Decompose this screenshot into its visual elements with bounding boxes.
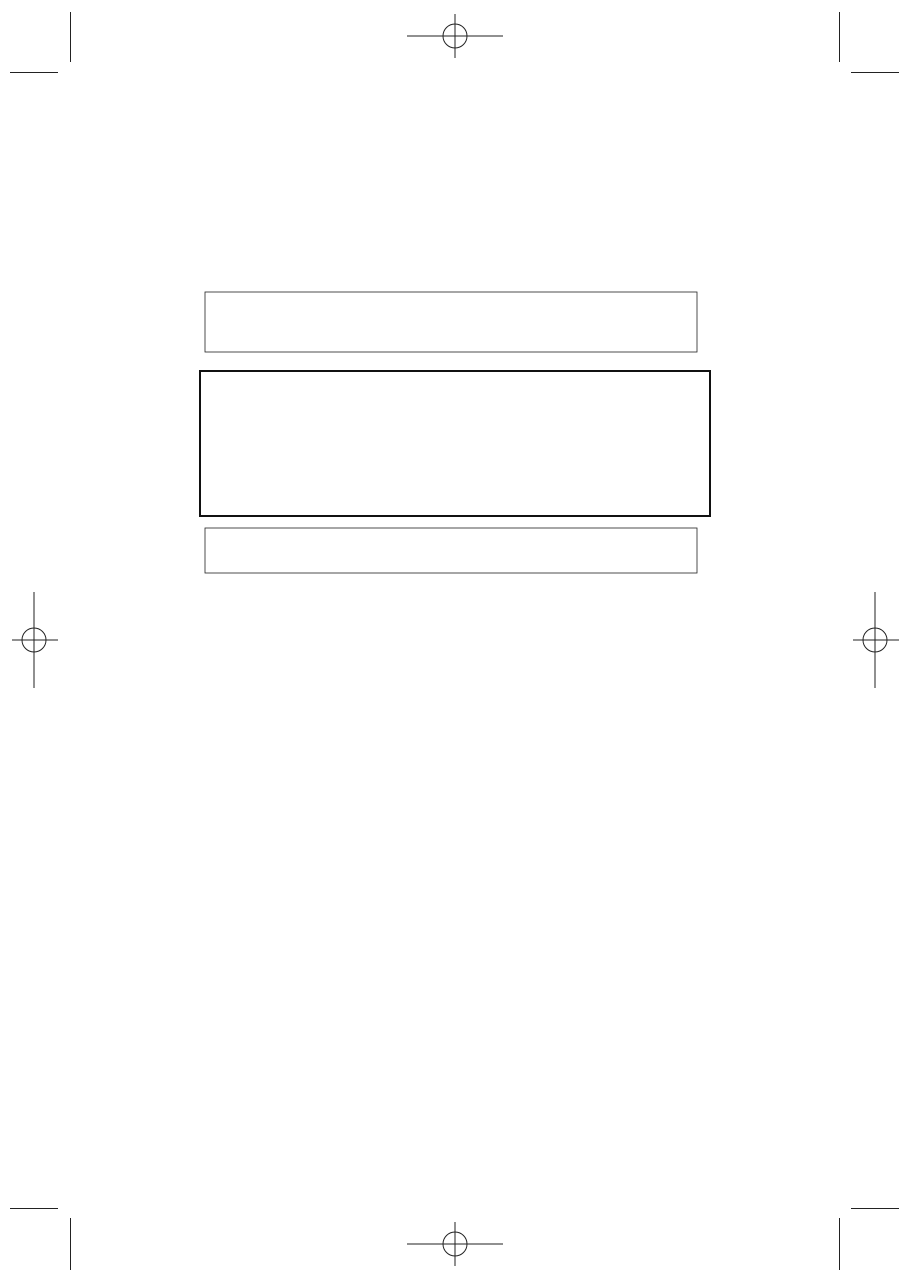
- paragraph-intro: [186, 186, 722, 263]
- behavior-sequence-diagram: [180, 276, 730, 621]
- text-line: [186, 238, 722, 264]
- text-line: [186, 212, 722, 238]
- text-line: [186, 186, 722, 212]
